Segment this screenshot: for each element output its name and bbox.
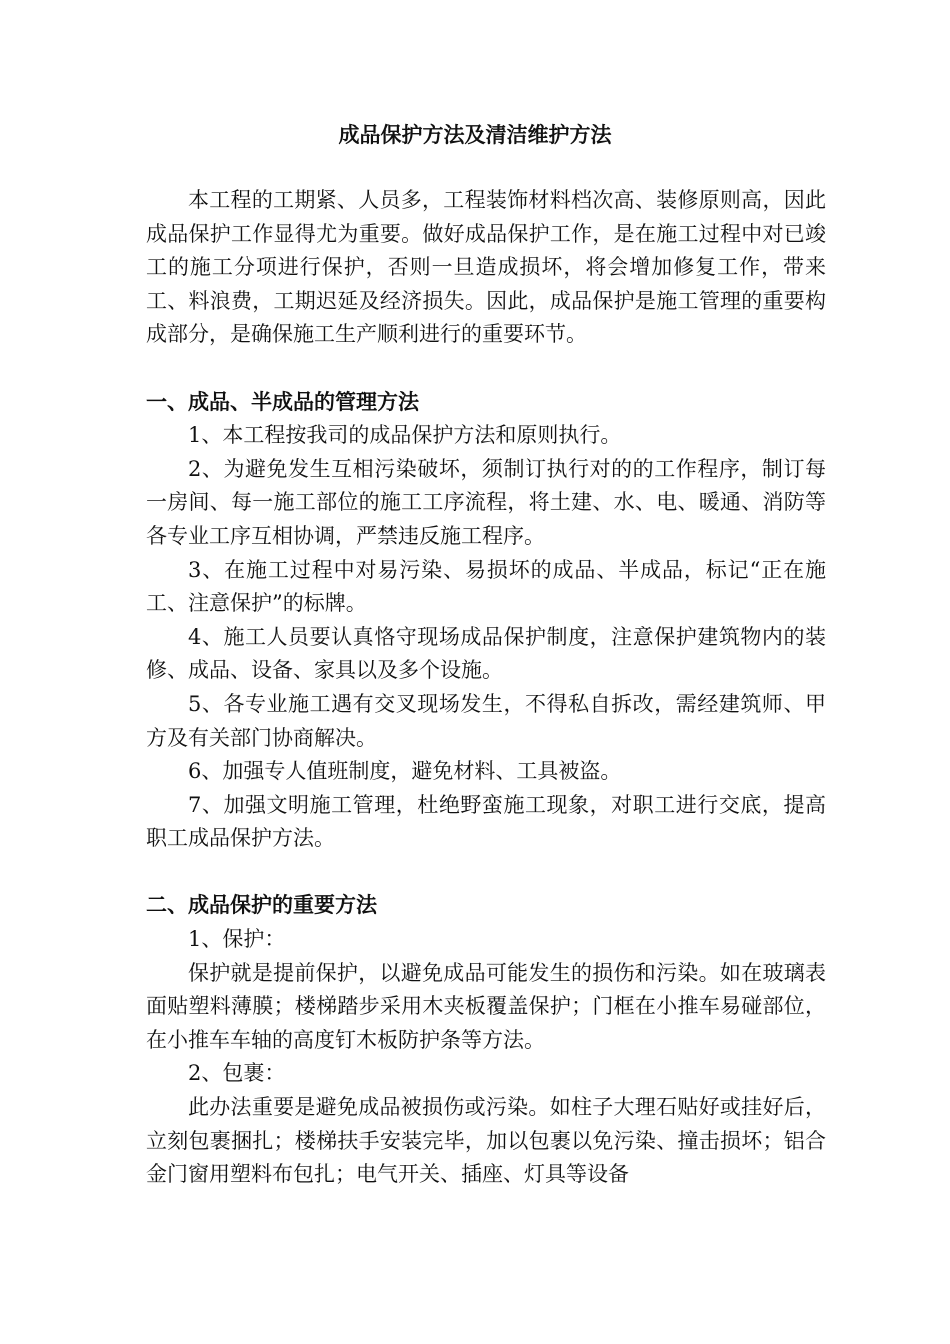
- paragraph-gap: [146, 352, 826, 386]
- section-2-item-2-body: 此办法重要是避免成品被损伤或污染。如柱子大理石贴好或挂好后，立刻包裹捆扎；楼梯扶手安装完毕，加以包裹以免污染、撞击损坏；铝合金门窗用塑料布包扎；电气开关、插座、灯具等设备: [146, 1095, 826, 1187]
- section-2-heading: 二、成品保护的重要方法: [146, 893, 377, 918]
- document-body: [146, 184, 826, 1192]
- paragraph-gap: [146, 856, 826, 890]
- section-1-heading: 一、成品、半成品的管理方法: [146, 389, 419, 414]
- section-1-item-1: 1、本工程按我司的成品保护方法和原则执行。: [188, 423, 622, 448]
- section-2-item-1-body: 保护就是提前保护，以避免成品可能发生的损伤和污染。如在玻璃表面贴塑料薄膜；楼梯踏步采用木夹板覆盖保护；门框在小推车易碰部位，在小推车车轴的高度钉木板防护条等方法。: [146, 960, 826, 1052]
- section-1-item-7: 7、加强文明施工管理，杜绝野蛮施工现象，对职工进行交底，提高职工成品保护方法。: [146, 792, 826, 851]
- section-2-item-2-heading: 2、包裹：: [188, 1061, 286, 1086]
- section-1-item-4: 4、施工人员要认真恪守现场成品保护制度，注意保护建筑物内的装修、成品、设备、家具以及多个设施。: [146, 624, 826, 683]
- intro-paragraph: 本工程的工期紧、人员多，工程装饰材料档次高、装修原则高，因此成品保护工作显得尤为重要。做好成品保护工作，是在施工过程中对已竣工的施工分项进行保护，否则一旦造成损坏，将会增加修复工作，带来工、料浪费，工期迟延及经济损失。因此，成品保护是施工管理的重要构成部分，是确保施工生产顺利进行的重要环节。: [146, 188, 826, 347]
- section-1-item-2: 2、为避免发生互相污染破坏，须制订执行对的的工作程序，制订每一房间、每一施工部位的施工工序流程，将土建、水、电、暖通、消防等各专业工序互相协调，严禁违反施工程序。: [146, 456, 826, 548]
- section-1-item-5: 5、各专业施工遇有交叉现场发生，不得私自拆改，需经建筑师、甲方及有关部门协商解决。: [146, 691, 826, 750]
- section-2-item-1-heading: 1、保护：: [188, 927, 286, 952]
- section-1-item-3: 3、在施工过程中对易污染、易损坏的成品、半成品，标记“正在施工、注意保护”的标牌。: [146, 557, 826, 616]
- section-1-item-6: 6、加强专人值班制度，避免材料、工具被盗。: [188, 759, 622, 784]
- document-title: 成品保护方法及清洁维护方法: [338, 123, 612, 147]
